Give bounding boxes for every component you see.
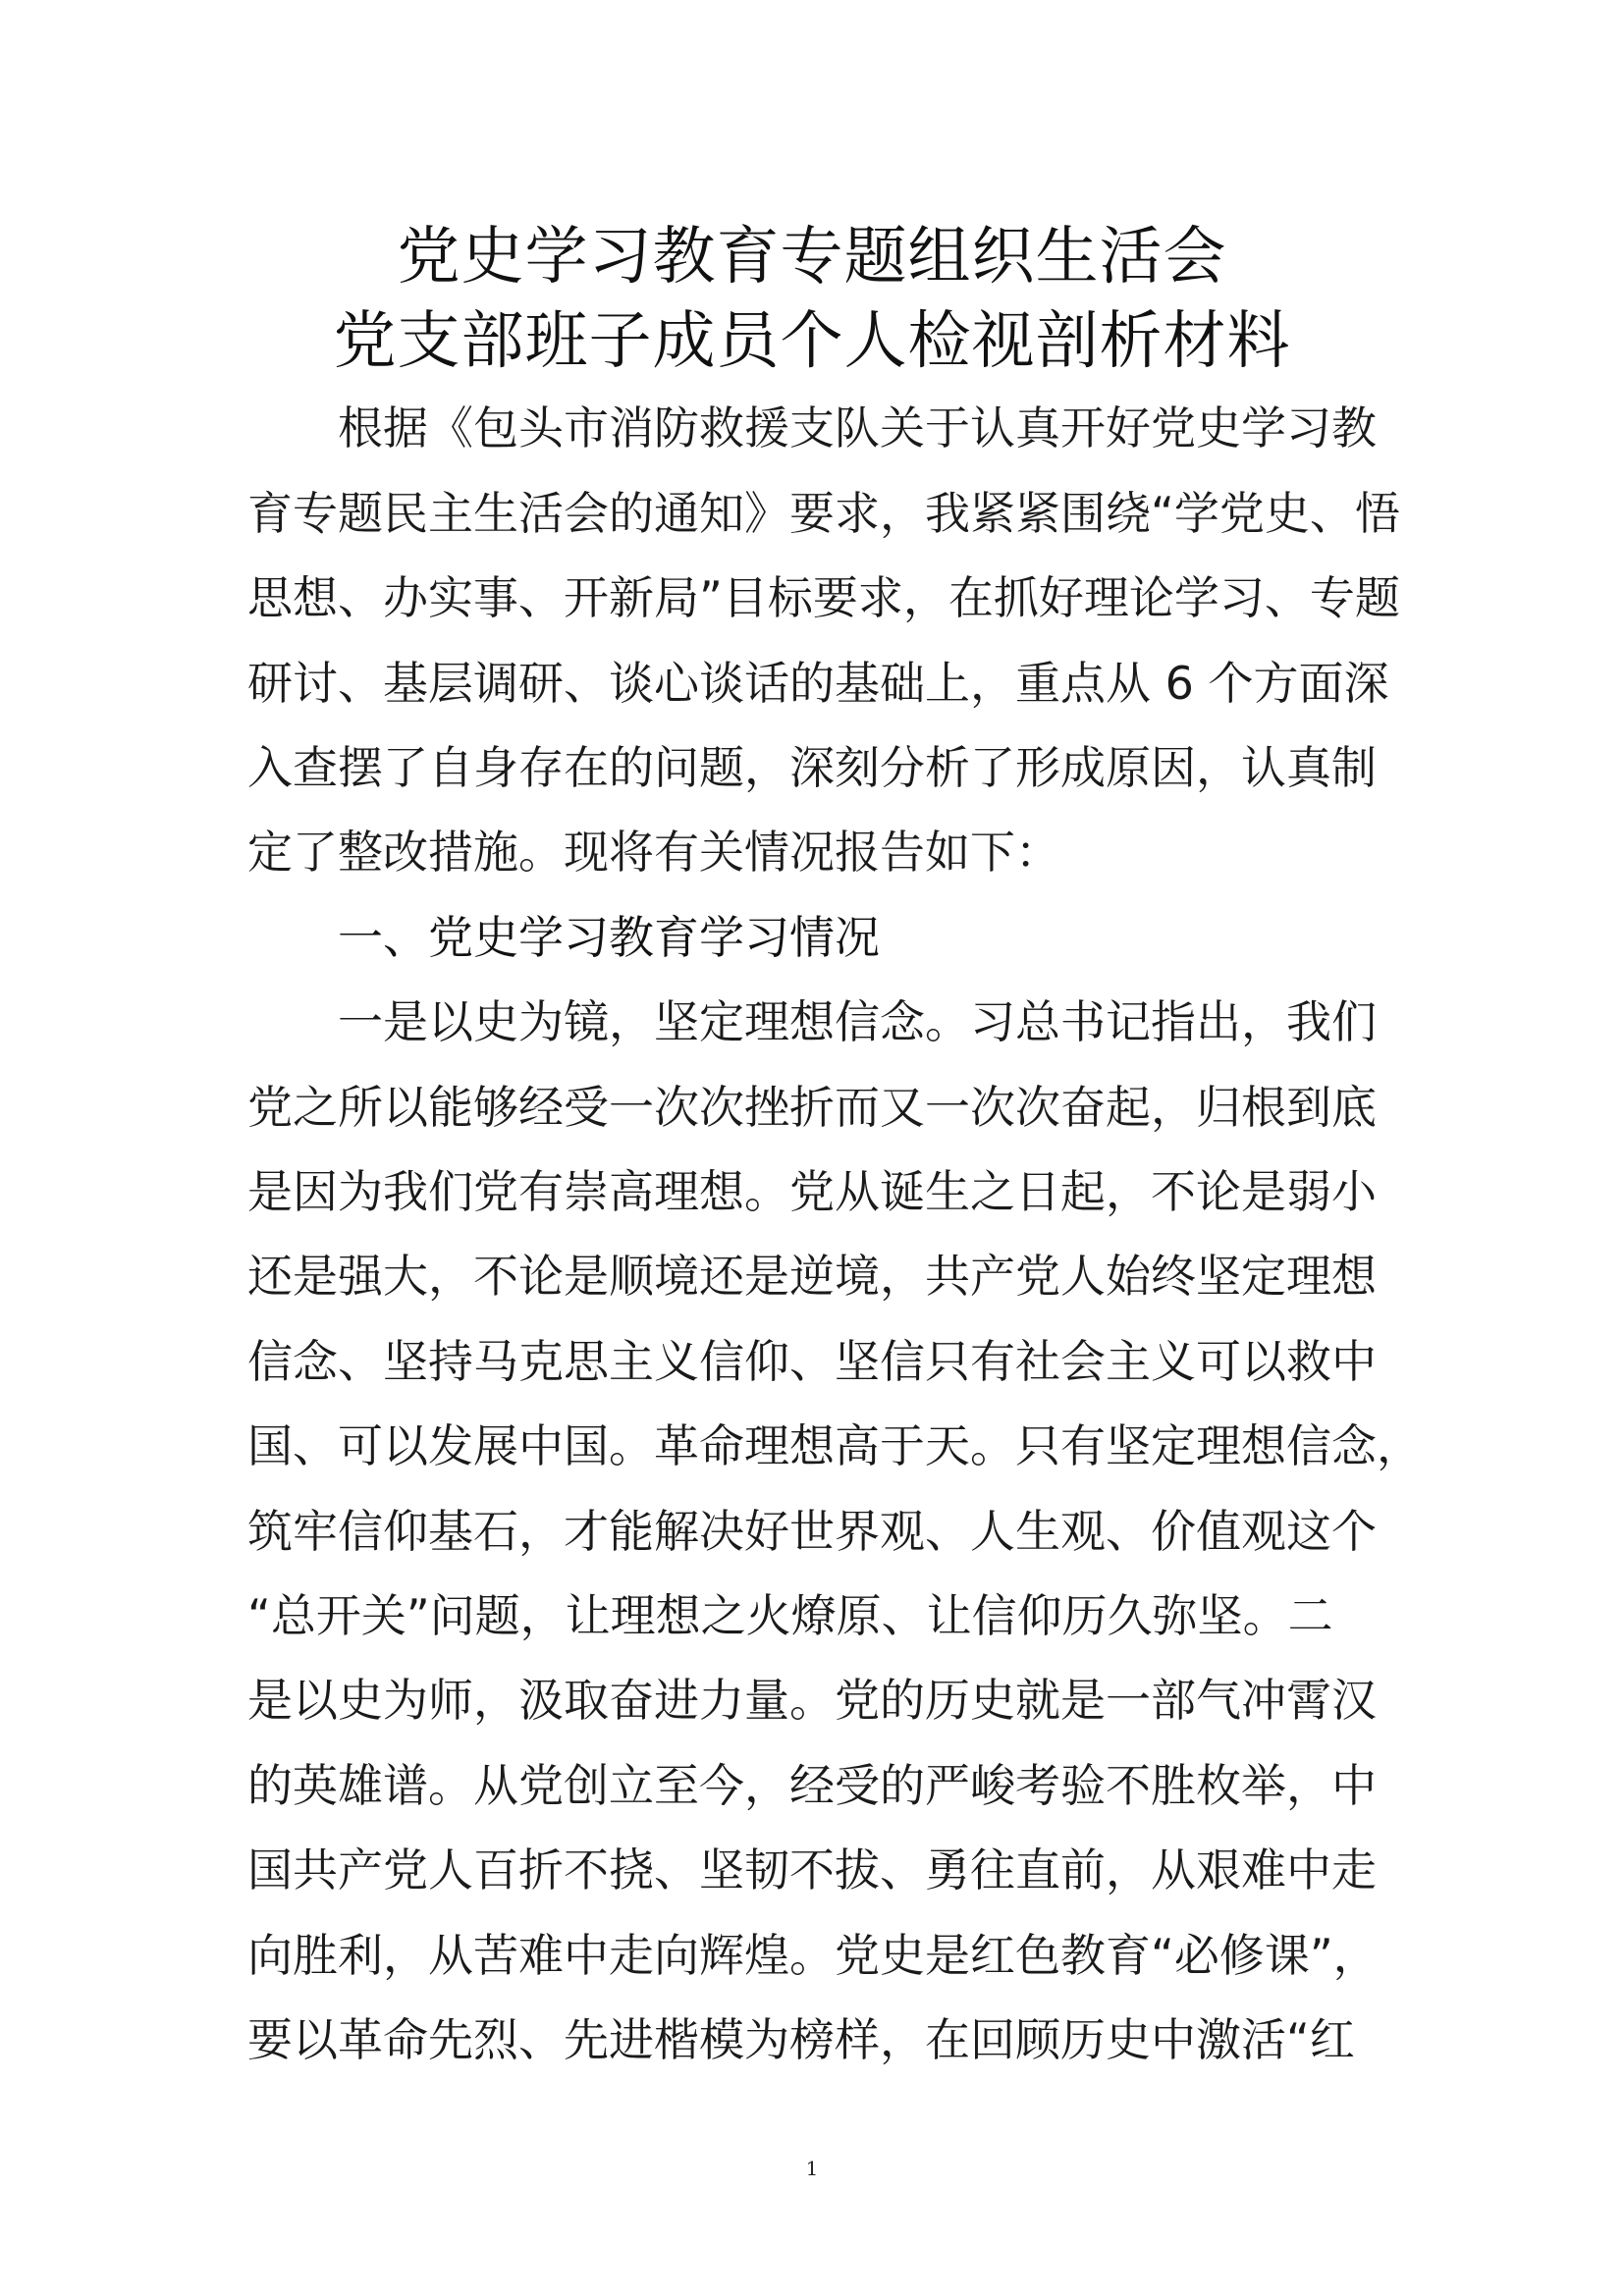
document-title-line-2: 党支部班子成员个人检视剖析材料 [333, 305, 1291, 378]
body-line-3: 思想、办实事、开新局”目标要求，在抓好理论学习、专题 [247, 571, 1400, 624]
body-line-11: 还是强大，不论是顺境还是逆境，共产党人始终坚定理想 [247, 1250, 1377, 1303]
body-line-5: 入查摆了自身存在的问题，深刻分析了形成原因，认真制 [247, 741, 1377, 794]
section-heading: 一、党史学习教育学习情况 [247, 911, 880, 964]
body-line-14: 筑牢信仰基石，才能解决好世界观、人生观、价值观这个 [247, 1505, 1377, 1558]
body-line-6: 定了整改措施。现将有关情况报告如下： [247, 826, 1060, 879]
body-line-17: 的英雄谱。从党创立至今，经受的严峻考验不胜枚举，中 [247, 1759, 1377, 1812]
body-line-10: 是因为我们党有崇高理想。党从诞生之日起，不论是弱小 [247, 1165, 1377, 1218]
body-line-20: 要以革命先烈、先进楷模为榜样，在回顾历史中激活“红 [247, 2013, 1355, 2066]
page-number: 1 [805, 2157, 819, 2180]
body-line-8: 一是以史为镜，坚定理想信念。习总书记指出，我们 [247, 995, 1377, 1048]
body-line-12: 信念、坚持马克思主义信仰、坚信只有社会主义可以救中 [247, 1335, 1377, 1388]
body-line-2: 育专题民主生活会的通知》要求，我紧紧围绕“学党史、悟 [247, 487, 1400, 540]
body-line-15: “总开关”问题，让理想之火燎原、让信仰历久弥坚。二 [247, 1589, 1333, 1642]
body-line-19: 向胜利，从苦难中走向辉煌。党史是红色教育“必修课”， [247, 1929, 1379, 1982]
body-line-18: 国共产党人百折不挠、坚韧不拔、勇往直前，从艰难中走 [247, 1843, 1377, 1896]
body-line-16: 是以史为师，汲取奋进力量。党的历史就是一部气冲霄汉 [247, 1674, 1377, 1727]
body-line-13: 国、可以发展中国。革命理想高于天。只有坚定理想信念， [247, 1419, 1422, 1472]
body-line-4: 研讨、基层调研、谈心谈话的基础上，重点从 6 个方面深 [247, 657, 1389, 710]
body-line-9: 党之所以能够经受一次次挫折而又一次次奋起，归根到底 [247, 1081, 1377, 1134]
document-title-line-1: 党史学习教育专题组织生活会 [397, 221, 1227, 294]
body-line-1: 根据《包头市消防救援支队关于认真开好党史学习教 [247, 401, 1377, 454]
